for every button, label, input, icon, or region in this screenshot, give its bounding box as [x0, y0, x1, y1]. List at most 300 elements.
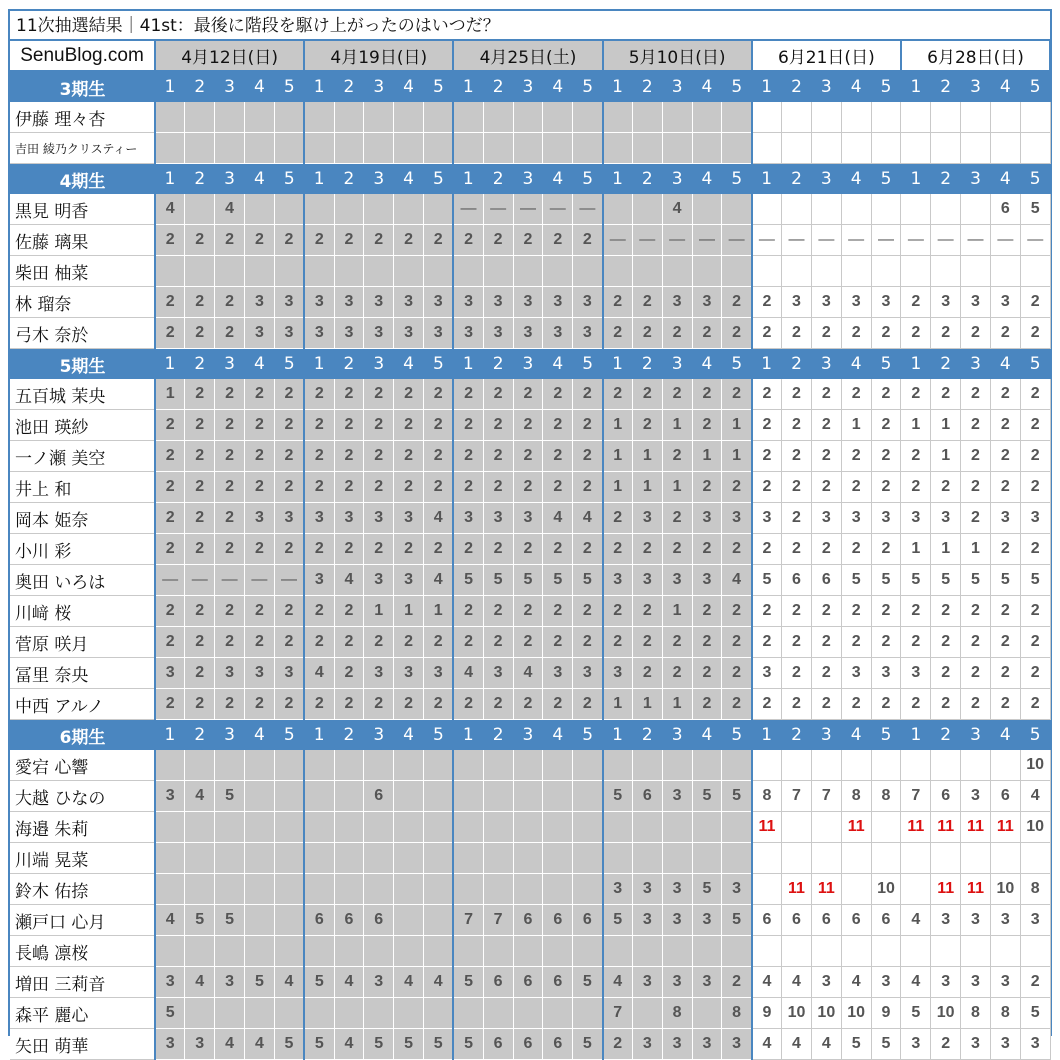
result-cell: 3	[692, 565, 722, 596]
result-cell	[364, 133, 394, 164]
result-cell: 1	[841, 410, 871, 441]
result-cell	[364, 750, 394, 781]
result-cell: 2	[155, 503, 185, 534]
member-row	[10, 472, 1050, 503]
result-cell	[364, 194, 394, 225]
slot-number: 4	[244, 164, 274, 195]
result-cell	[364, 843, 394, 874]
result-cell: 3	[334, 287, 364, 318]
result-cell	[453, 256, 483, 287]
slot-number: 3	[215, 164, 245, 195]
slot-number: 3	[215, 349, 245, 380]
member-row	[10, 318, 1050, 349]
result-cell	[483, 812, 513, 843]
result-cell: 2	[901, 441, 931, 472]
result-cell: 5	[871, 565, 901, 596]
result-cell: 2	[424, 379, 454, 410]
result-cell	[841, 194, 871, 225]
result-cell: 5	[1020, 565, 1050, 596]
result-cell	[990, 750, 1020, 781]
result-cell: 2	[752, 472, 782, 503]
result-cell	[722, 936, 752, 967]
slot-number: 1	[901, 164, 931, 195]
slot-number: 1	[304, 71, 334, 102]
result-cell: 6	[632, 781, 662, 812]
result-cell	[185, 194, 215, 225]
result-cell	[692, 750, 722, 781]
result-cell: 2	[662, 503, 692, 534]
result-cell: 2	[901, 596, 931, 627]
result-cell	[692, 194, 722, 225]
result-cell: 2	[155, 287, 185, 318]
result-cell: 3	[304, 503, 334, 534]
result-cell: 5	[901, 565, 931, 596]
result-cell: 5	[453, 565, 483, 596]
result-cell	[274, 812, 304, 843]
result-cell: 1	[931, 410, 961, 441]
slot-number: 4	[244, 71, 274, 102]
member-row	[10, 287, 1050, 318]
result-cell: 2	[215, 472, 245, 503]
result-cell: 4	[1020, 781, 1050, 812]
result-cell: 2	[513, 225, 543, 256]
slot-number: 3	[662, 71, 692, 102]
result-cell: 2	[334, 689, 364, 720]
date-header: 4月25日(土)	[453, 41, 602, 71]
result-cell	[513, 874, 543, 905]
result-cell: —	[632, 225, 662, 256]
result-cell: 2	[543, 689, 573, 720]
result-cell: 2	[722, 472, 752, 503]
result-cell: —	[483, 194, 513, 225]
result-cell: 3	[752, 658, 782, 689]
result-cell: 4	[424, 503, 454, 534]
result-cell: 3	[961, 1029, 991, 1060]
member-row	[10, 102, 1050, 133]
result-cell: 8	[752, 781, 782, 812]
result-cell	[334, 102, 364, 133]
result-cell	[424, 781, 454, 812]
result-cell: 2	[961, 410, 991, 441]
slot-number: 4	[841, 71, 871, 102]
result-cell	[483, 843, 513, 874]
result-cell	[961, 936, 991, 967]
slot-number: 2	[632, 720, 662, 751]
result-cell	[961, 750, 991, 781]
result-cell: 3	[573, 658, 603, 689]
period-label: 6期生	[10, 720, 155, 751]
result-cell: 3	[692, 967, 722, 998]
result-cell: 2	[334, 627, 364, 658]
result-cell: 2	[244, 441, 274, 472]
result-cell	[543, 133, 573, 164]
slot-number: 2	[782, 164, 812, 195]
date-header: 4月19日(日)	[304, 41, 453, 71]
result-cell: 2	[513, 689, 543, 720]
result-cell	[931, 750, 961, 781]
result-cell: 2	[394, 534, 424, 565]
result-cell: 3	[692, 287, 722, 318]
slot-number: 1	[453, 71, 483, 102]
slot-number: 3	[513, 71, 543, 102]
result-cell	[573, 843, 603, 874]
result-cell	[155, 133, 185, 164]
slot-number: 5	[722, 720, 752, 751]
result-cell: 2	[871, 410, 901, 441]
result-cell	[961, 256, 991, 287]
slot-number: 5	[871, 349, 901, 380]
result-cell: 3	[334, 503, 364, 534]
result-cell	[1020, 843, 1050, 874]
result-cell: 3	[961, 905, 991, 936]
result-cell: 5	[841, 1029, 871, 1060]
result-cell: 2	[244, 225, 274, 256]
result-cell: —	[543, 194, 573, 225]
member-row	[10, 503, 1050, 534]
result-cell: 5	[603, 781, 633, 812]
site-brand: SenuBlog.com	[10, 41, 155, 71]
result-cell	[394, 256, 424, 287]
slot-number: 1	[752, 71, 782, 102]
result-cell: 2	[543, 379, 573, 410]
member-name: 森平 麗心	[10, 998, 155, 1029]
result-cell: 2	[424, 534, 454, 565]
result-cell: 2	[453, 225, 483, 256]
result-cell: 2	[841, 534, 871, 565]
result-cell	[603, 194, 633, 225]
result-cell	[990, 936, 1020, 967]
result-cell: 3	[543, 318, 573, 349]
result-cell: 7	[483, 905, 513, 936]
result-cell: 5	[1020, 194, 1050, 225]
result-cell	[662, 102, 692, 133]
result-cell: 3	[871, 503, 901, 534]
member-name: 川端 晃菜	[10, 843, 155, 874]
result-cell	[841, 102, 871, 133]
slot-number: 2	[632, 164, 662, 195]
result-cell	[483, 102, 513, 133]
result-cell	[453, 843, 483, 874]
result-cell: 2	[1020, 658, 1050, 689]
result-cell: 2	[394, 379, 424, 410]
result-cell: 2	[990, 410, 1020, 441]
result-cell: 3	[483, 503, 513, 534]
result-cell: 1	[603, 410, 633, 441]
result-cell: 8	[871, 781, 901, 812]
result-cell: 2	[1020, 689, 1050, 720]
result-cell: 2	[304, 441, 334, 472]
result-cell: 3	[722, 1029, 752, 1060]
result-cell	[274, 750, 304, 781]
result-cell: 2	[901, 287, 931, 318]
result-cell	[901, 194, 931, 225]
member-name: 黒見 明香	[10, 194, 155, 225]
result-cell	[155, 843, 185, 874]
slot-number: 4	[841, 164, 871, 195]
result-cell: 1	[662, 596, 692, 627]
result-cell: 2	[573, 472, 603, 503]
result-cell: —	[662, 225, 692, 256]
slot-number: 5	[1020, 720, 1050, 751]
result-cell	[811, 812, 841, 843]
result-cell: 5	[722, 905, 752, 936]
result-cell: 2	[722, 379, 752, 410]
result-cell: 2	[990, 689, 1020, 720]
result-cell: 3	[244, 658, 274, 689]
result-cell: —	[901, 225, 931, 256]
result-cell: 3	[782, 287, 812, 318]
result-cell	[394, 843, 424, 874]
result-cell	[543, 812, 573, 843]
period-header-row	[10, 349, 1050, 380]
member-name: 弓木 奈於	[10, 318, 155, 349]
result-cell: 2	[453, 441, 483, 472]
result-cell	[424, 936, 454, 967]
result-cell	[274, 936, 304, 967]
result-cell: 5	[931, 565, 961, 596]
result-cell: 2	[364, 534, 394, 565]
result-cell	[215, 750, 245, 781]
result-cell: 2	[304, 472, 334, 503]
result-cell: 2	[394, 689, 424, 720]
result-cell: 2	[483, 689, 513, 720]
result-cell: 6	[990, 781, 1020, 812]
result-cell	[871, 194, 901, 225]
result-cell	[722, 812, 752, 843]
result-cell: 1	[394, 596, 424, 627]
slot-number: 2	[931, 71, 961, 102]
result-cell: 2	[752, 534, 782, 565]
member-name: 海邉 朱莉	[10, 812, 155, 843]
period-header-row	[10, 71, 1050, 102]
result-cell: 7	[782, 781, 812, 812]
result-cell: 3	[244, 503, 274, 534]
result-cell: 4	[424, 565, 454, 596]
result-cell: 7	[811, 781, 841, 812]
result-cell: 2	[931, 472, 961, 503]
result-cell: 2	[185, 627, 215, 658]
slot-number: 4	[394, 349, 424, 380]
result-cell: 2	[662, 379, 692, 410]
result-cell	[931, 133, 961, 164]
result-cell: 3	[871, 967, 901, 998]
result-cell	[274, 133, 304, 164]
result-cell	[155, 750, 185, 781]
result-cell: 2	[483, 441, 513, 472]
result-cell	[394, 874, 424, 905]
slot-number: 4	[543, 349, 573, 380]
result-cell: 2	[155, 596, 185, 627]
result-cell: 3	[662, 287, 692, 318]
result-cell: 2	[662, 658, 692, 689]
result-cell: 1	[603, 689, 633, 720]
slot-number: 2	[782, 720, 812, 751]
result-cell: 3	[811, 503, 841, 534]
result-cell: 2	[931, 689, 961, 720]
result-cell: 4	[752, 1029, 782, 1060]
result-cell	[394, 194, 424, 225]
result-cell: 2	[215, 318, 245, 349]
member-name: 五百城 茉央	[10, 379, 155, 410]
slot-number: 3	[961, 720, 991, 751]
result-cell: 3	[811, 287, 841, 318]
result-cell: 2	[215, 689, 245, 720]
result-cell: 10	[990, 874, 1020, 905]
result-cell: 2	[752, 287, 782, 318]
result-cell: 5	[722, 781, 752, 812]
result-cell	[871, 750, 901, 781]
result-cell: 2	[871, 534, 901, 565]
result-cell: —	[990, 225, 1020, 256]
result-cell	[334, 781, 364, 812]
result-cell: 2	[1020, 410, 1050, 441]
slot-number: 5	[274, 349, 304, 380]
result-cell: 3	[931, 503, 961, 534]
result-cell: 2	[185, 534, 215, 565]
result-cell: 2	[394, 410, 424, 441]
result-cell	[841, 843, 871, 874]
result-cell	[453, 936, 483, 967]
slot-number: 5	[573, 349, 603, 380]
result-cell	[632, 194, 662, 225]
result-cell: 6	[782, 565, 812, 596]
member-row	[10, 565, 1050, 596]
result-cell: 2	[841, 627, 871, 658]
result-cell: 2	[931, 627, 961, 658]
result-cell	[215, 874, 245, 905]
result-cell	[632, 812, 662, 843]
result-cell: 2	[424, 627, 454, 658]
result-cell	[304, 936, 334, 967]
result-cell	[155, 256, 185, 287]
result-cell	[185, 874, 215, 905]
result-cell: 2	[722, 967, 752, 998]
result-cell: 4	[603, 967, 633, 998]
slot-number: 4	[990, 349, 1020, 380]
result-cell: 2	[841, 596, 871, 627]
result-cell	[871, 256, 901, 287]
result-cell: 5	[304, 1029, 334, 1060]
result-cell: 2	[274, 689, 304, 720]
result-cell: 2	[632, 318, 662, 349]
result-cell: 8	[841, 781, 871, 812]
result-cell: 1	[901, 410, 931, 441]
slot-number: 1	[603, 71, 633, 102]
result-cell	[692, 843, 722, 874]
slot-number: 5	[871, 720, 901, 751]
slot-number: 1	[603, 164, 633, 195]
slot-number: 4	[543, 164, 573, 195]
result-cell: 1	[603, 441, 633, 472]
result-cell: 8	[662, 998, 692, 1029]
member-row	[10, 658, 1050, 689]
result-cell	[782, 194, 812, 225]
result-cell: 2	[752, 410, 782, 441]
result-cell: 2	[990, 627, 1020, 658]
result-cell	[841, 750, 871, 781]
slot-number: 3	[811, 349, 841, 380]
result-cell	[603, 843, 633, 874]
slot-number: 3	[513, 164, 543, 195]
result-cell	[1020, 133, 1050, 164]
result-cell	[632, 936, 662, 967]
result-cell: 3	[692, 1029, 722, 1060]
slot-number: 2	[334, 349, 364, 380]
result-cell	[304, 102, 334, 133]
result-cell: 2	[961, 503, 991, 534]
result-cell	[573, 256, 603, 287]
result-cell	[155, 936, 185, 967]
member-name: 林 瑠奈	[10, 287, 155, 318]
result-cell: 5	[453, 1029, 483, 1060]
result-cell	[662, 133, 692, 164]
result-cell	[424, 905, 454, 936]
result-cell: 2	[871, 318, 901, 349]
result-cell: 2	[304, 534, 334, 565]
result-cell: 3	[424, 658, 454, 689]
result-cell	[185, 936, 215, 967]
slot-number: 5	[424, 720, 454, 751]
result-cell: 2	[662, 534, 692, 565]
result-cell: 4	[304, 658, 334, 689]
result-cell	[990, 843, 1020, 874]
result-cell: 3	[931, 967, 961, 998]
result-cell: 3	[931, 905, 961, 936]
result-cell: 2	[424, 472, 454, 503]
result-cell: 3	[662, 874, 692, 905]
result-cell	[483, 874, 513, 905]
result-cell: 3	[513, 287, 543, 318]
result-cell: 2	[453, 410, 483, 441]
result-cell: 3	[364, 318, 394, 349]
result-cell	[752, 936, 782, 967]
result-cell: 3	[662, 967, 692, 998]
result-cell	[811, 102, 841, 133]
result-cell: 3	[603, 874, 633, 905]
result-cell: 6	[811, 905, 841, 936]
slot-number: 2	[483, 720, 513, 751]
slot-number: 5	[424, 349, 454, 380]
result-cell: 3	[453, 503, 483, 534]
result-cell	[394, 750, 424, 781]
result-cell: —	[453, 194, 483, 225]
result-cell	[603, 750, 633, 781]
result-cell	[424, 998, 454, 1029]
result-cell	[573, 133, 603, 164]
result-cell	[692, 812, 722, 843]
result-cell: 2	[782, 379, 812, 410]
result-cell	[543, 781, 573, 812]
slot-number: 5	[573, 720, 603, 751]
result-cell	[931, 194, 961, 225]
result-cell: 5	[692, 781, 722, 812]
result-cell	[811, 256, 841, 287]
result-cell: 2	[155, 534, 185, 565]
result-cell	[573, 781, 603, 812]
result-cell: 2	[483, 472, 513, 503]
result-cell	[871, 102, 901, 133]
result-cell: —	[692, 225, 722, 256]
slot-number: 3	[215, 71, 245, 102]
result-cell: 2	[185, 379, 215, 410]
result-cell	[782, 936, 812, 967]
result-cell: 5	[841, 565, 871, 596]
result-cell: 2	[1020, 441, 1050, 472]
result-cell: 2	[722, 318, 752, 349]
result-cell: 2	[632, 379, 662, 410]
result-cell: —	[931, 225, 961, 256]
slot-number: 1	[304, 349, 334, 380]
